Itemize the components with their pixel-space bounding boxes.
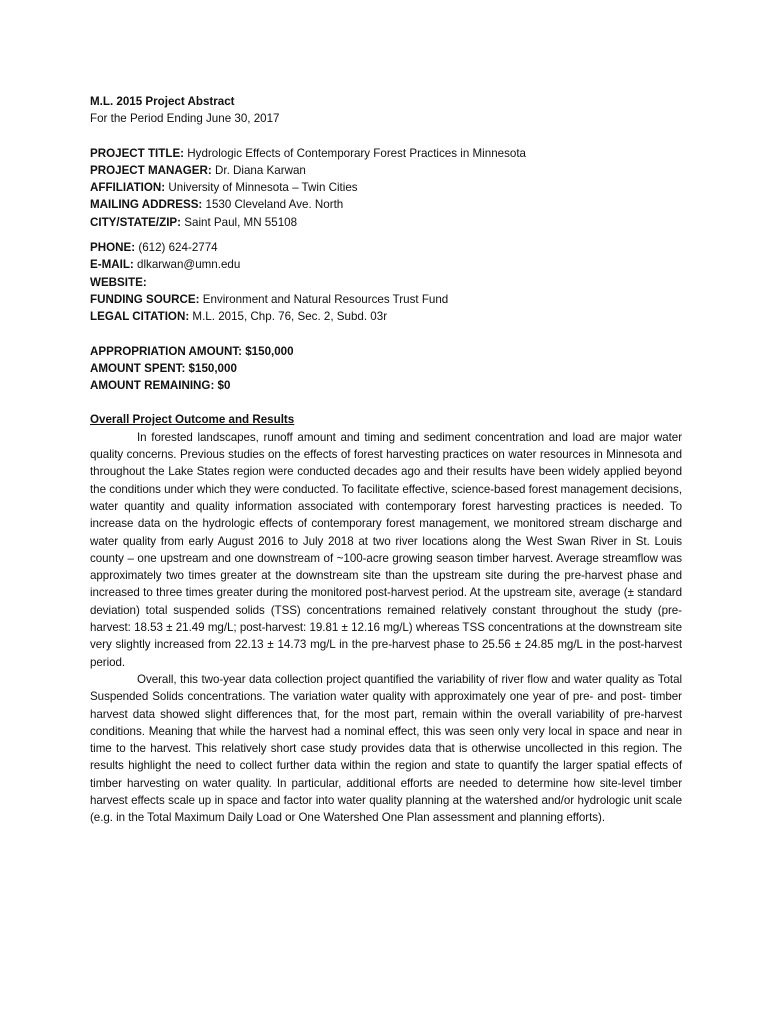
- amount-remaining: AMOUNT REMAINING: $0: [90, 379, 231, 393]
- field-label: FUNDING SOURCE:: [90, 292, 200, 306]
- project-info-block: [90, 145, 682, 231]
- field-label: CITY/STATE/ZIP:: [90, 215, 182, 229]
- legal-citation-row: [90, 308, 682, 325]
- field-label: E-MAIL:: [90, 258, 134, 272]
- results-paragraph-2: Overall, this two-year data collection project quantified the variability of river flow and water quality as Total Suspended Solids concentrations. The variation water quality with approximately one year of pre- and post- timber harvest data showed slight differences that, for the most part, remain within the overall variability of pre-harvest conditions. Meaning that while the harvest had a nominal effect, this was seen only very local in space and near in time to the harvest. This relatively short case study provides data that is otherwise uncollected in this region. The results highlight the need to collect further data within the region and state to quantify the larger spatial effects of timber harvesting on water quality. In particular, additional efforts are needed to determine how site-level timber harvest effects scale up in space and factor into water quality planning at the watershed and/or hydrologic unit scale (e.g. in the Total Maximum Daily Load or One Watershed One Plan assessment and planning efforts).: [90, 672, 682, 825]
- results-section: [90, 411, 682, 826]
- field-value: Saint Paul, MN 55108: [184, 215, 298, 229]
- field-value: (612) 624-2774: [138, 241, 218, 255]
- field-value: dlkarwan@umn.edu: [137, 258, 241, 272]
- field-value: M.L. 2015, Chp. 76, Sec. 2, Subd. 03r: [192, 310, 388, 324]
- funding-source-row: [90, 291, 682, 308]
- document-page: [90, 93, 682, 827]
- appropriation-amount: APPROPRIATION AMOUNT: $150,000: [90, 344, 294, 358]
- results-paragraph-1: In forested landscapes, runoff amount and timing and sediment concentration and load are major water quality concerns. Previous studies on the effects of forest harvesting practices on water resources in Minnesota and throughout the Lake States region were conducted decades ago and their results have been widely applied beyond the conditions under which they were conducted. To facilitate effective, science-based forest management decisions, water quantity and quality information associated with contemporary forest harvesting practices is needed. To increase data on the hydrologic effects of contemporary forest management, we monitored stream discharge and water quality from early August 2016 to July 2018 at two river locations along the West Swan River in St. Louis county – one upstream and one downstream of ~100-acre growing season timber harvest. Average streamflow was approximately two times greater at the downstream site than the upstream site during the pre-harvest phase and increased to three times greater during the monitored post-harvest period. At the upstream site, average (± standard deviation) total suspended solids (TSS) concentrations remained relatively constant throughout the study (pre-harvest: 18.53 ± 21.49 mg/L; post-harvest: 19.81 ± 12.16 mg/L) whereas TSS concentrations at the downstream site very slightly increased from 22.13 ± 14.73 mg/L in the pre-harvest phase to 25.56 ± 24.85 mg/L in the post-harvest period.: [90, 430, 682, 669]
- field-label: LEGAL CITATION:: [90, 310, 190, 324]
- email-row: [90, 256, 682, 273]
- field-label: PHONE:: [90, 241, 136, 255]
- document-title: M.L. 2015 Project Abstract: [90, 95, 235, 108]
- affiliation-row: [90, 179, 682, 196]
- field-value: 1530 Cleveland Ave. North: [205, 198, 344, 212]
- amounts-block: [90, 343, 682, 395]
- field-label: PROJECT TITLE:: [90, 146, 185, 160]
- city-state-zip-row: [90, 214, 682, 231]
- field-value: Hydrologic Effects of Contemporary Forest Practices in Minnesota: [187, 146, 527, 160]
- mailing-address-row: [90, 196, 682, 213]
- field-value: Environment and Natural Resources Trust Fund: [202, 292, 449, 306]
- phone-row: [90, 239, 682, 256]
- field-value: University of Minnesota – Twin Cities: [168, 181, 358, 195]
- project-title-row: [90, 145, 682, 162]
- field-label: WEBSITE:: [90, 275, 147, 289]
- field-label: AFFILIATION:: [90, 181, 166, 195]
- field-value: Dr. Diana Karwan: [214, 163, 306, 177]
- project-manager-row: [90, 162, 682, 179]
- contact-info-block: [90, 239, 682, 325]
- website-row: [90, 274, 682, 291]
- amount-spent: AMOUNT SPENT: $150,000: [90, 361, 237, 375]
- section-heading: Overall Project Outcome and Results: [90, 413, 295, 427]
- field-label: PROJECT MANAGER:: [90, 163, 212, 177]
- field-label: MAILING ADDRESS:: [90, 198, 203, 212]
- reporting-period: For the Period Ending June 30, 2017: [90, 112, 280, 126]
